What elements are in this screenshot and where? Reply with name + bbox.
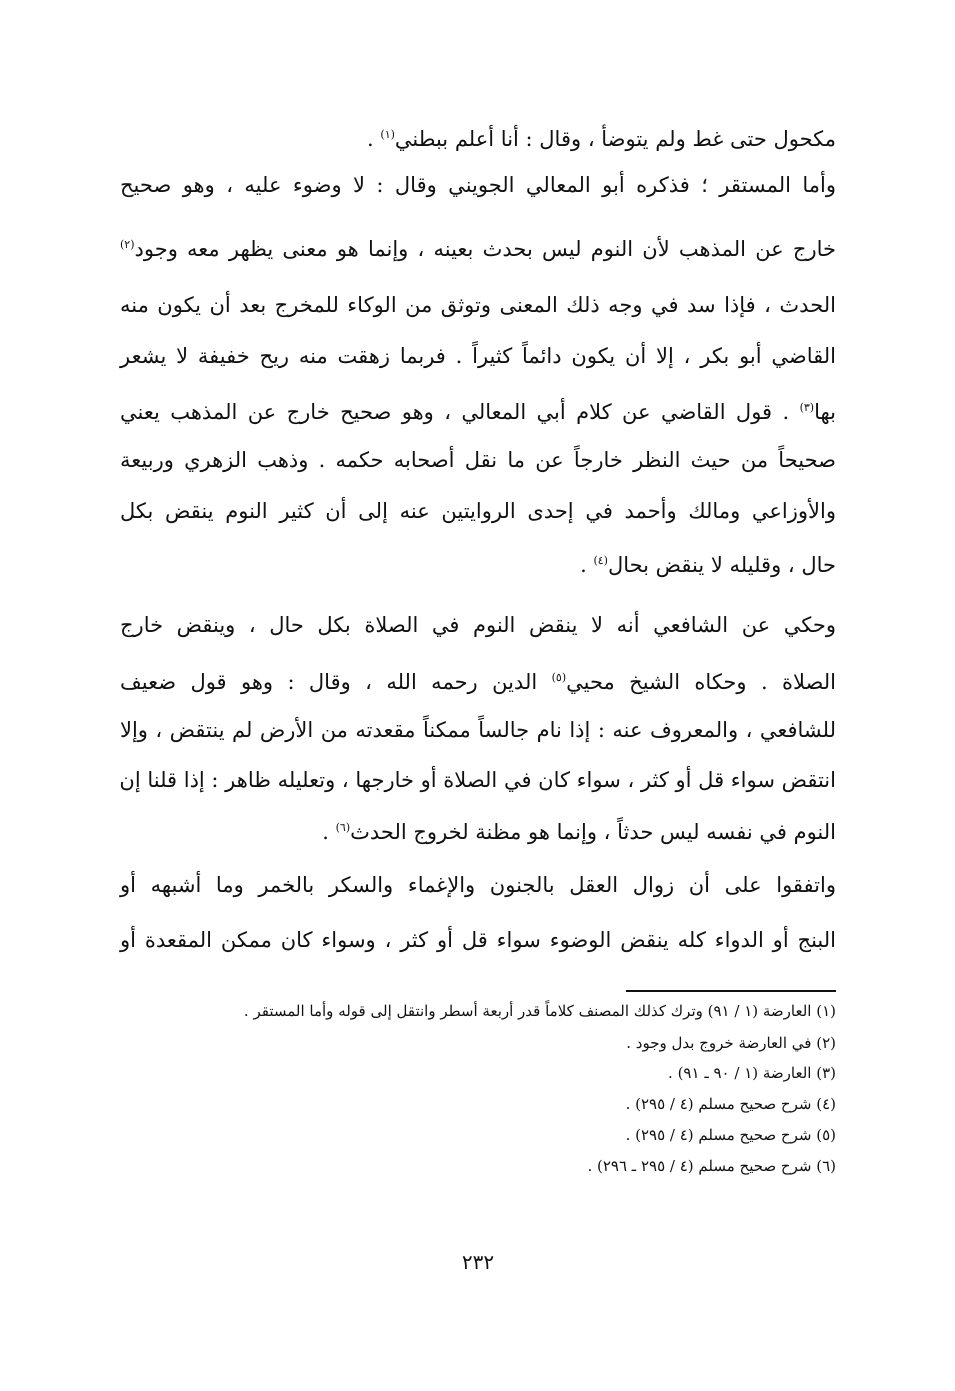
text-line: البنج أو الدواء كله ينقض الوضوء سواء قل أو كثر ، وسواء كان ممكن المقعدة أو xyxy=(120,928,836,952)
footnote: (٥) شرح صحيح مسلم (٤ / ٢٩٥) . xyxy=(625,1126,836,1144)
footnote-divider xyxy=(626,990,836,992)
text-line: واتفقوا على أن زوال العقل بالجنون والإغماء والسكر بالخمر وما أشبهه أو xyxy=(120,873,836,897)
text-line: القاضي أبو بكر ، إلا أن يكون دائماً كثيراً . فربما زهقت منه ريح خفيفة لا يشعر xyxy=(120,344,836,368)
text-line: والأوزاعي ومالك وأحمد في إحدى الروايتين عنه إلى أن كثير النوم ينقض بكل xyxy=(120,499,836,523)
footnote-ref: (٢) xyxy=(120,238,135,251)
footnote: (٤) شرح صحيح مسلم (٤ / ٢٩٥) . xyxy=(625,1095,836,1113)
footnote-ref: (١) xyxy=(380,128,395,141)
text-line: الحدث ، فإذا سد في وجه ذلك المعنى وتوثق من الوكاء للمخرج بعد أن يكون منه xyxy=(120,293,836,317)
text-line: صحيحاً من حيث النظر خارجاً عن ما نقل أصحابه حكمه . وذهب الزهري وربيعة xyxy=(120,448,836,472)
text-line: حال ، وقليله لا ينقض بحال$^{(٤)}$ . xyxy=(580,553,836,577)
footnote-ref: (٣) xyxy=(799,401,815,414)
text-line: النوم في نفسه ليس حدثاً ، وإنما هو مظنة لخروج الحدث$^{(٦)}$ . xyxy=(322,820,836,844)
footnote-ref: (٥) xyxy=(551,671,567,684)
footnote: (٣) العارضة (١ / ٩٠ ـ ٩١) . xyxy=(668,1064,836,1082)
text-line: وحكي عن الشافعي أنه لا ينقض النوم في الصلاة بكل حال ، وينقض خارج xyxy=(120,613,836,637)
footnote-ref: (٤) xyxy=(593,554,608,567)
text-line: بها$^{(٣)}$ . قول القاضي عن كلام أبي المعالي ، وهو صحيح خارج عن المذهب يعني xyxy=(120,400,837,424)
text-line: انتقض سواء قل أو كثر ، سواء كان في الصلاة أو خارجها ، وتعليله ظاهر : إذا قلنا إن xyxy=(119,768,836,792)
footnote: (٦) شرح صحيح مسلم (٤ / ٢٩٥ ـ ٢٩٦) . xyxy=(587,1157,836,1175)
footnote: (٢) في العارضة خروج بدل وجود . xyxy=(626,1034,836,1052)
text-line: للشافعي ، والمعروف عنه : إذا نام جالساً ممكناً مقعدته من الأرض لم ينتقض ، وإلا xyxy=(120,718,836,742)
text-line: مكحول حتى غط ولم يتوضأ ، وقال : أنا أعلم ببطني$^{(١)}$ . xyxy=(367,127,836,151)
footnote-ref: (٦) xyxy=(335,821,351,834)
footnote: (١) العارضة (١ / ٩١) وترك كذلك المصنف كلاماً قدر أربعة أسطر وانتقل إلى قوله وأما المستقر . xyxy=(243,1002,836,1020)
page-number: ٢٣٢ xyxy=(461,1250,495,1274)
text-line: وأما المستقر ؛ فذكره أبو المعالي الجويني وقال : لا وضوء عليه ، وهو صحيح xyxy=(120,173,836,197)
text-line: الصلاة . وحكاه الشيخ محيي$^{(٥)}$ الدين رحمه الله ، وقال : وهو قول ضعيف xyxy=(120,670,837,694)
text-line: خارج عن المذهب لأن النوم ليس بحدث بعينه ، وإنما هو معنى يظهر معه وجود$^{(٢)}$ xyxy=(120,237,836,261)
